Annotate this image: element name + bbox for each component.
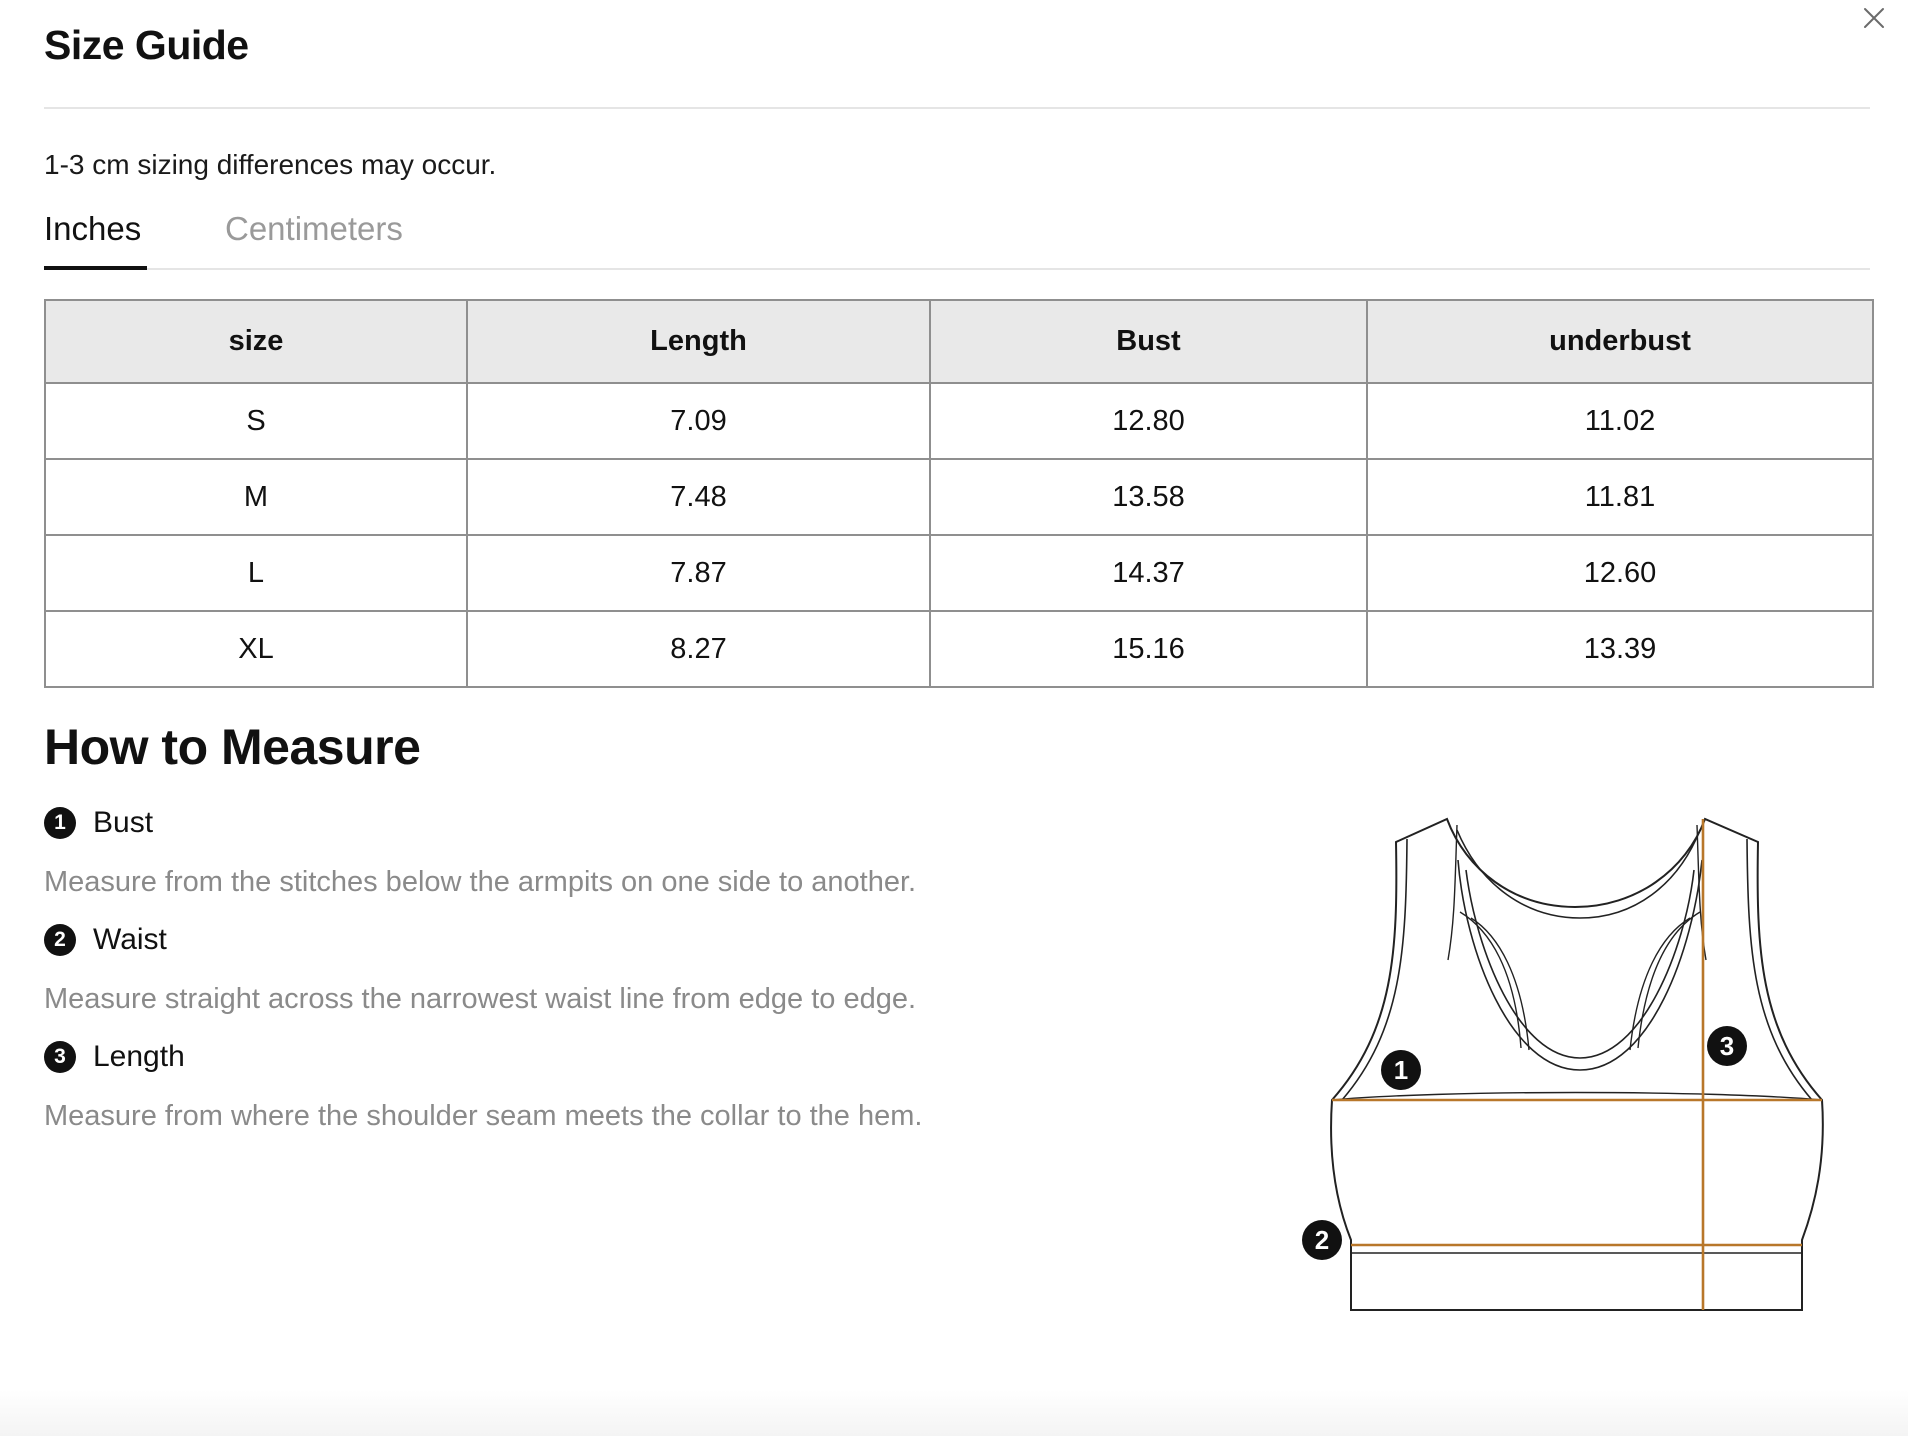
measure-description: Measure from where the shoulder seam meets the collar to the hem. — [44, 1100, 923, 1132]
cell-size: XL — [45, 611, 467, 687]
measure-description: Measure straight across the narrowest waist line from edge to edge. — [44, 983, 917, 1015]
measure-label: Waist — [93, 923, 167, 956]
header-length: Length — [467, 300, 930, 383]
table-header-row — [45, 300, 1873, 383]
cell-bust: 12.80 — [930, 383, 1367, 459]
cell-size: L — [45, 535, 467, 611]
measure-item-length — [44, 1040, 185, 1074]
unit-tabs — [44, 210, 1870, 270]
bottom-fade — [0, 1390, 1908, 1436]
marker-waist — [1302, 1220, 1342, 1260]
marker-length — [1707, 1026, 1747, 1066]
close-icon — [1862, 6, 1886, 30]
cell-size: M — [45, 459, 467, 535]
header-bust: Bust — [930, 300, 1367, 383]
tab-inches[interactable]: Inches — [44, 210, 142, 247]
measure-description: Measure from the stitches below the armpits on one side to another. — [44, 866, 917, 898]
table-row — [45, 459, 1873, 535]
header-underbust: underbust — [1367, 300, 1873, 383]
marker-label: 3 — [1719, 1031, 1735, 1061]
header-size: size — [45, 300, 467, 383]
sizing-note: 1-3 cm sizing differences may occur. — [44, 149, 497, 180]
number-badge: 2 — [44, 924, 76, 956]
cell-length: 7.09 — [467, 383, 930, 459]
cell-bust: 13.58 — [930, 459, 1367, 535]
marker-label: 1 — [1393, 1055, 1409, 1085]
measure-item-bust — [44, 806, 153, 840]
sports-bra-diagram — [1290, 800, 1850, 1360]
measure-label: Bust — [93, 806, 154, 839]
how-to-measure-title: How to Measure — [44, 719, 421, 775]
cell-underbust: 12.60 — [1367, 535, 1873, 611]
size-table — [44, 299, 1874, 688]
marker-bust — [1381, 1050, 1421, 1090]
measure-label: Length — [93, 1040, 185, 1073]
cell-underbust: 11.02 — [1367, 383, 1873, 459]
page-title: Size Guide — [44, 22, 249, 68]
number-badge: 3 — [44, 1041, 76, 1073]
cell-underbust: 13.39 — [1367, 611, 1873, 687]
header-divider — [44, 107, 1870, 109]
tab-centimeters[interactable]: Centimeters — [225, 210, 403, 247]
table-row — [45, 611, 1873, 687]
cell-length: 8.27 — [467, 611, 930, 687]
cell-bust: 15.16 — [930, 611, 1367, 687]
cell-length: 7.87 — [467, 535, 930, 611]
cell-length: 7.48 — [467, 459, 930, 535]
cell-size: S — [45, 383, 467, 459]
close-button[interactable] — [1856, 0, 1892, 36]
cell-bust: 14.37 — [930, 535, 1367, 611]
marker-label: 2 — [1314, 1225, 1330, 1255]
table-row — [45, 535, 1873, 611]
cell-underbust: 11.81 — [1367, 459, 1873, 535]
table-row — [45, 383, 1873, 459]
active-tab-indicator — [44, 266, 147, 270]
number-badge: 1 — [44, 807, 76, 839]
tabs-divider — [44, 268, 1870, 270]
measure-item-waist — [44, 923, 167, 957]
